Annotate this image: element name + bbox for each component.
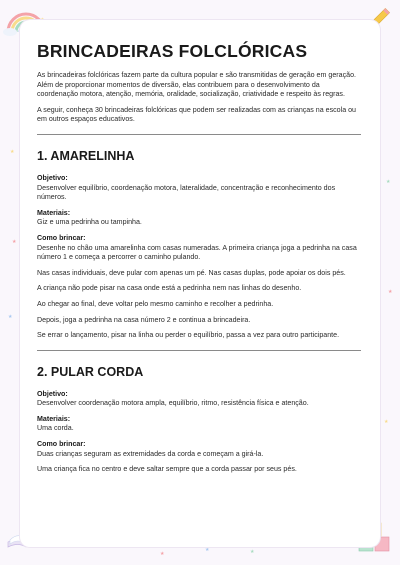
section-divider <box>37 134 361 135</box>
intro-paragraph: As brincadeiras folclóricas fazem parte da cultura popular e são transmitidas de geração em geração. Além de proporcionar momentos de diversão, elas contribuem para o desenvolvimento da coordenação motora, atenção, memória, oralidade, socialização, criatividade e respeito às regras. <box>37 71 356 99</box>
materials-text: Giz e uma pedrinha ou tampinha. <box>37 218 142 227</box>
materials-label: Materiais: <box>37 208 71 217</box>
how-to-play-step: Nas casas individuais, deve pular com apenas um pé. Nas casas duplas, pode apoiar os dois pés. <box>37 268 346 277</box>
materials-block <box>37 415 361 434</box>
objective-block <box>37 390 361 409</box>
how-to-play-label: Como brincar: <box>37 440 86 449</box>
objective-label: Objetivo: <box>37 173 68 182</box>
objective-block <box>37 174 361 203</box>
star-icon: ★ <box>250 549 255 555</box>
star-icon: ★ <box>12 239 17 245</box>
how-to-play-step: Ao chegar ao final, deve voltar pelo mesmo caminho e recolher a pedrinha. <box>37 299 274 308</box>
objective-label: Objetivo: <box>37 389 68 398</box>
objective-text: Desenvolver equilíbrio, coordenação motora, lateralidade, concentração e reconhecimento dos números. <box>37 183 336 202</box>
how-to-play-step: Duas crianças seguram as extremidades da corda e começam a girá-la. <box>37 449 264 458</box>
how-to-play-step: Se errar o lançamento, pisar na linha ou perder o equilíbrio, passa a vez para outro participante. <box>37 331 340 340</box>
how-to-play-step: A criança não pode pisar na casa onde está a pedrinha nem nas linhas do desenho. <box>37 284 302 293</box>
star-icon: ★ <box>8 314 13 320</box>
section-divider <box>37 350 361 351</box>
star-icon: ★ <box>384 419 389 425</box>
materials-block <box>37 209 361 228</box>
section-heading: 1. AMARELINHA <box>37 148 135 163</box>
materials-label: Materiais: <box>37 414 71 423</box>
page-title: BRINCADEIRAS FOLCLÓRICAS <box>37 41 308 61</box>
star-icon: ★ <box>388 289 393 295</box>
star-icon: ★ <box>10 149 15 155</box>
how-to-play-step: Desenhe no chão uma amarelinha com casas numeradas. A primeira criança joga a pedrinha na casa número 1 e começa a percorrer o caminho pulando. <box>37 243 357 262</box>
objective-text: Desenvolver coordenação motora ampla, equilíbrio, ritmo, resistência física e atenção. <box>37 399 309 408</box>
materials-text: Uma corda. <box>37 424 74 433</box>
star-icon: ★ <box>205 547 210 553</box>
star-icon: ★ <box>386 179 391 185</box>
section-heading: 2. PULAR CORDA <box>37 364 144 379</box>
how-to-play-step: Depois, joga a pedrinha na casa número 2 e continua a brincadeira. <box>37 315 251 324</box>
intro-paragraph-2: A seguir, conheça 30 brincadeiras folclóricas que podem ser realizadas com as crianças na escola ou em outros espaços educativos. <box>37 105 356 124</box>
how-to-play-label: Como brincar: <box>37 233 86 242</box>
document-content <box>37 41 361 481</box>
how-to-play-step: Uma criança fica no centro e deve saltar sempre que a corda passar por seus pés. <box>37 465 297 474</box>
star-icon: ★ <box>160 551 165 557</box>
